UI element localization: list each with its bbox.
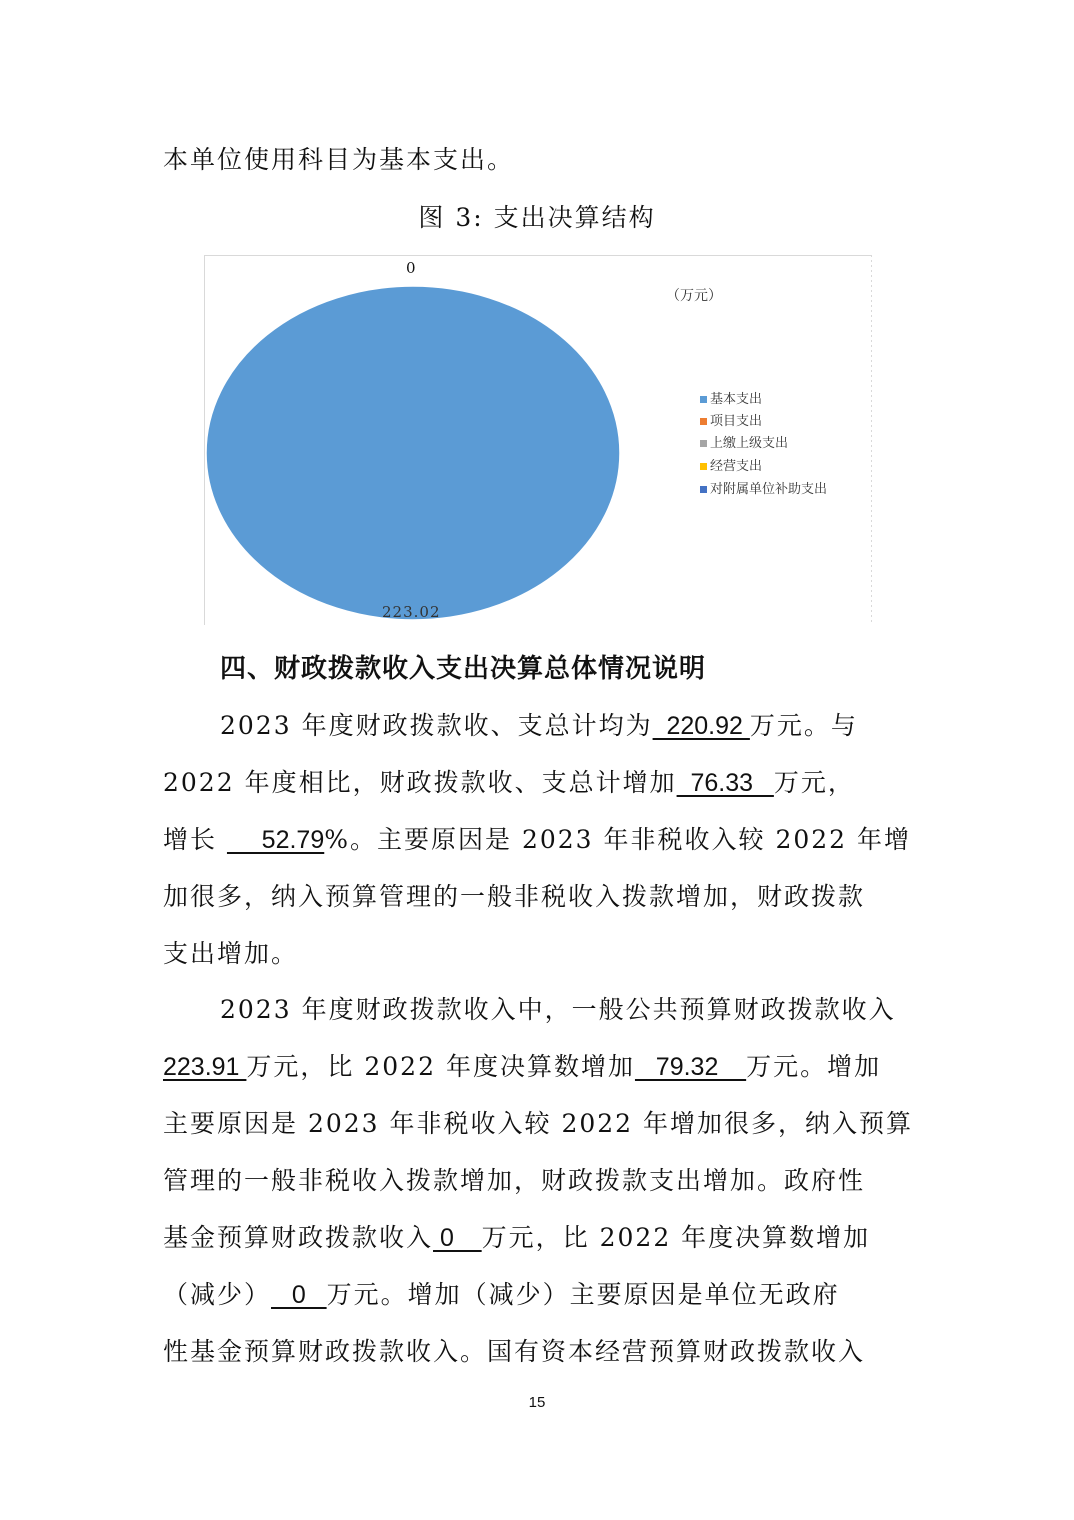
- p1-text: 万元。与: [749, 711, 858, 740]
- legend-swatch-remit: [700, 440, 707, 447]
- data-label-zero: 0: [406, 259, 416, 277]
- p2-text: （减少）: [163, 1280, 272, 1309]
- legend-swatch-operating: [700, 463, 707, 470]
- p2-line-1: 2023 年度财政拨款收入中，一般公共预算财政拨款收入: [220, 995, 896, 1024]
- legend-item-subsidy: [700, 478, 827, 497]
- total-value: 220.92: [652, 712, 750, 740]
- legend-swatch-subsidy: [700, 486, 707, 493]
- legend-item-operating: [700, 455, 762, 474]
- legend-item-project: [700, 410, 762, 429]
- p1-line-4: 加很多，纳入预算管理的一般非税收入拨款增加，财政拨款: [163, 882, 866, 911]
- p2-text: 万元，比 2022 年度决算数增加: [481, 1223, 871, 1252]
- p1-line-1: [220, 706, 858, 742]
- p1-line-3: [163, 820, 911, 856]
- legend-label-basic: 基本支出: [710, 392, 763, 407]
- legend-item-remit: [700, 432, 788, 451]
- fund-increase-value: 0: [271, 1281, 327, 1309]
- unit-label: （万元）: [666, 288, 722, 304]
- legend-swatch-basic: [700, 396, 707, 403]
- p2-line-6: [163, 1275, 840, 1311]
- page-number: 15: [528, 1394, 546, 1411]
- fund-value: 0: [433, 1224, 482, 1252]
- legend-label-project: 项目支出: [710, 414, 763, 429]
- p2-text: 万元。增加: [746, 1052, 882, 1081]
- figure-caption: 图 3: 支出决算结构: [418, 203, 656, 232]
- p1-text: 2023 年度财政拨款收、支总计均为: [220, 711, 653, 740]
- growth-rate-value: 52.79: [226, 826, 325, 854]
- p1-text: 2022 年度相比，财政拨款收、支总计增加: [163, 768, 677, 797]
- p1-text: 万元，: [773, 768, 855, 797]
- legend-item-basic: [700, 388, 762, 407]
- p1-line-5: 支出增加。: [163, 939, 299, 968]
- p2-text: 万元，比 2022 年度决算数增加: [246, 1052, 635, 1081]
- p2-text: 基金预算财政拨款收入: [163, 1223, 434, 1252]
- section-heading: 四、财政拨款收入支出决算总体情况说明: [220, 654, 707, 684]
- p1-line-2: [163, 763, 855, 799]
- legend-label-subsidy: 对附属单位补助支出: [710, 482, 828, 497]
- legend-swatch-project: [700, 418, 707, 425]
- data-label-main: 223.02: [382, 603, 441, 621]
- p2-line-3: 主要原因是 2023 年非税收入较 2022 年增加很多，纳入预算: [163, 1109, 914, 1138]
- p2-line-2: [163, 1047, 881, 1083]
- general-budget-value: 223.91: [163, 1053, 247, 1081]
- p1-text: %。主要原因是 2023 年非税收入较 2022 年增: [324, 825, 912, 854]
- p1-text: 增长: [163, 825, 227, 854]
- p2-line-4: 管理的一般非税收入拨款增加，财政拨款支出增加。政府性: [163, 1166, 866, 1195]
- increase-value: 76.33: [676, 769, 774, 797]
- pie-slice-0: [206, 286, 620, 620]
- p2-text: 万元。增加（减少）主要原因是单位无政府: [326, 1280, 840, 1309]
- intro-line: 本单位使用科目为基本支出。: [163, 145, 515, 174]
- p2-line-5: [163, 1218, 870, 1254]
- legend-label-operating: 经营支出: [710, 459, 763, 474]
- p2-line-7: 性基金预算财政拨款收入。国有资本经营预算财政拨款收入: [163, 1337, 866, 1366]
- general-increase-value: 79.32: [634, 1053, 747, 1081]
- legend-label-remit: 上缴上级支出: [710, 436, 789, 451]
